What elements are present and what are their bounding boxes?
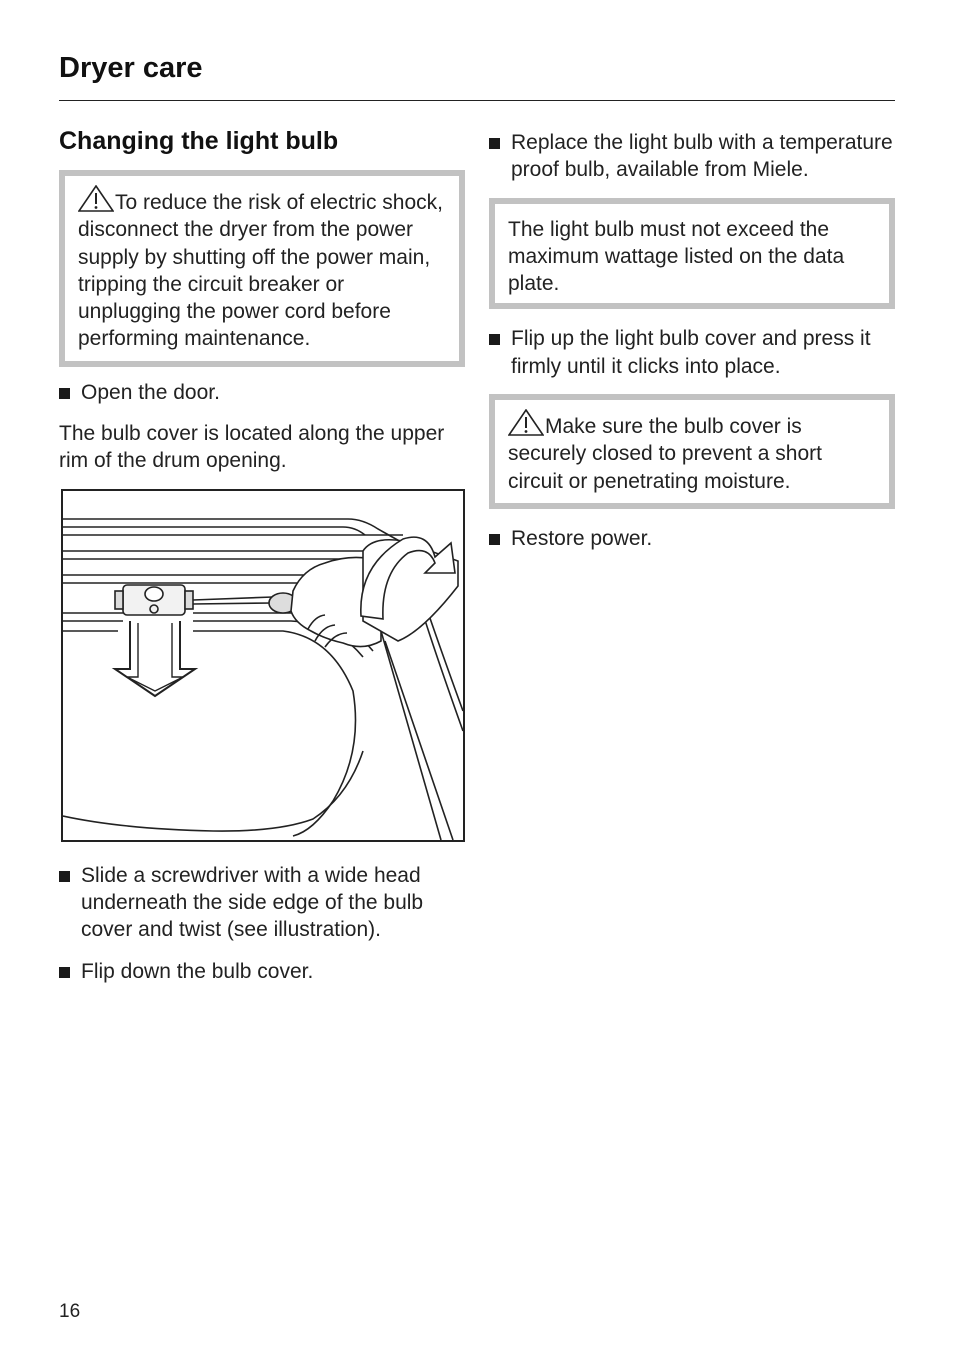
- square-bullet-icon: [59, 967, 70, 978]
- bulb-location-paragraph: The bulb cover is located along the upper rim of the drum opening.: [59, 422, 445, 473]
- warning-box-cover-closed: [489, 394, 895, 509]
- warning-text: Make sure the bulb cover is securely closed to prevent a short circuit or penetrating moisture.: [508, 415, 822, 493]
- square-bullet-icon: [59, 388, 70, 399]
- step-text: Flip up the light bulb cover and press it firmly until it clicks into place.: [511, 327, 871, 378]
- step-replace-bulb: [489, 129, 895, 184]
- page-number: 16: [59, 1301, 81, 1322]
- square-bullet-icon: [489, 334, 500, 345]
- left-column: [59, 124, 465, 999]
- warning-triangle-icon: [508, 409, 544, 436]
- warning-triangle-icon: [78, 185, 114, 212]
- square-bullet-icon: [489, 138, 500, 149]
- page-title: Dryer care: [59, 52, 203, 84]
- step-text: Replace the light bulb with a temperature proof bulb, available from Miele.: [511, 131, 893, 182]
- warning-text: To reduce the risk of electric shock, disconnect the dryer from the power supply by shutting off the power main, tripping the circuit breaker or unplugging the power cord before performing maintenance.: [78, 191, 443, 351]
- step-text: Open the door.: [81, 380, 220, 404]
- step-flip-up-cover: [489, 325, 895, 380]
- note-box-wattage: [489, 198, 895, 310]
- step-restore-power: [489, 525, 895, 552]
- square-bullet-icon: [59, 871, 70, 882]
- square-bullet-icon: [489, 534, 500, 545]
- step-text: Restore power.: [511, 526, 653, 550]
- title-divider: [59, 100, 895, 101]
- step-text: Flip down the bulb cover.: [81, 959, 314, 983]
- illustration-bulb-cover: [61, 489, 465, 842]
- bulb-cover-drawing: [63, 491, 463, 840]
- step-slide-screwdriver: [59, 862, 465, 944]
- section-title: Changing the light bulb: [59, 127, 339, 155]
- step-open-door: [59, 379, 465, 406]
- warning-box-electric-shock: [59, 170, 465, 367]
- note-text: The light bulb must not exceed the maximum wattage listed on the data plate.: [508, 217, 845, 296]
- step-flip-down-cover: [59, 958, 465, 985]
- step-text: Slide a screwdriver with a wide head underneath the side edge of the bulb cover and twist (see illustration).: [81, 863, 424, 942]
- right-column: [489, 129, 895, 566]
